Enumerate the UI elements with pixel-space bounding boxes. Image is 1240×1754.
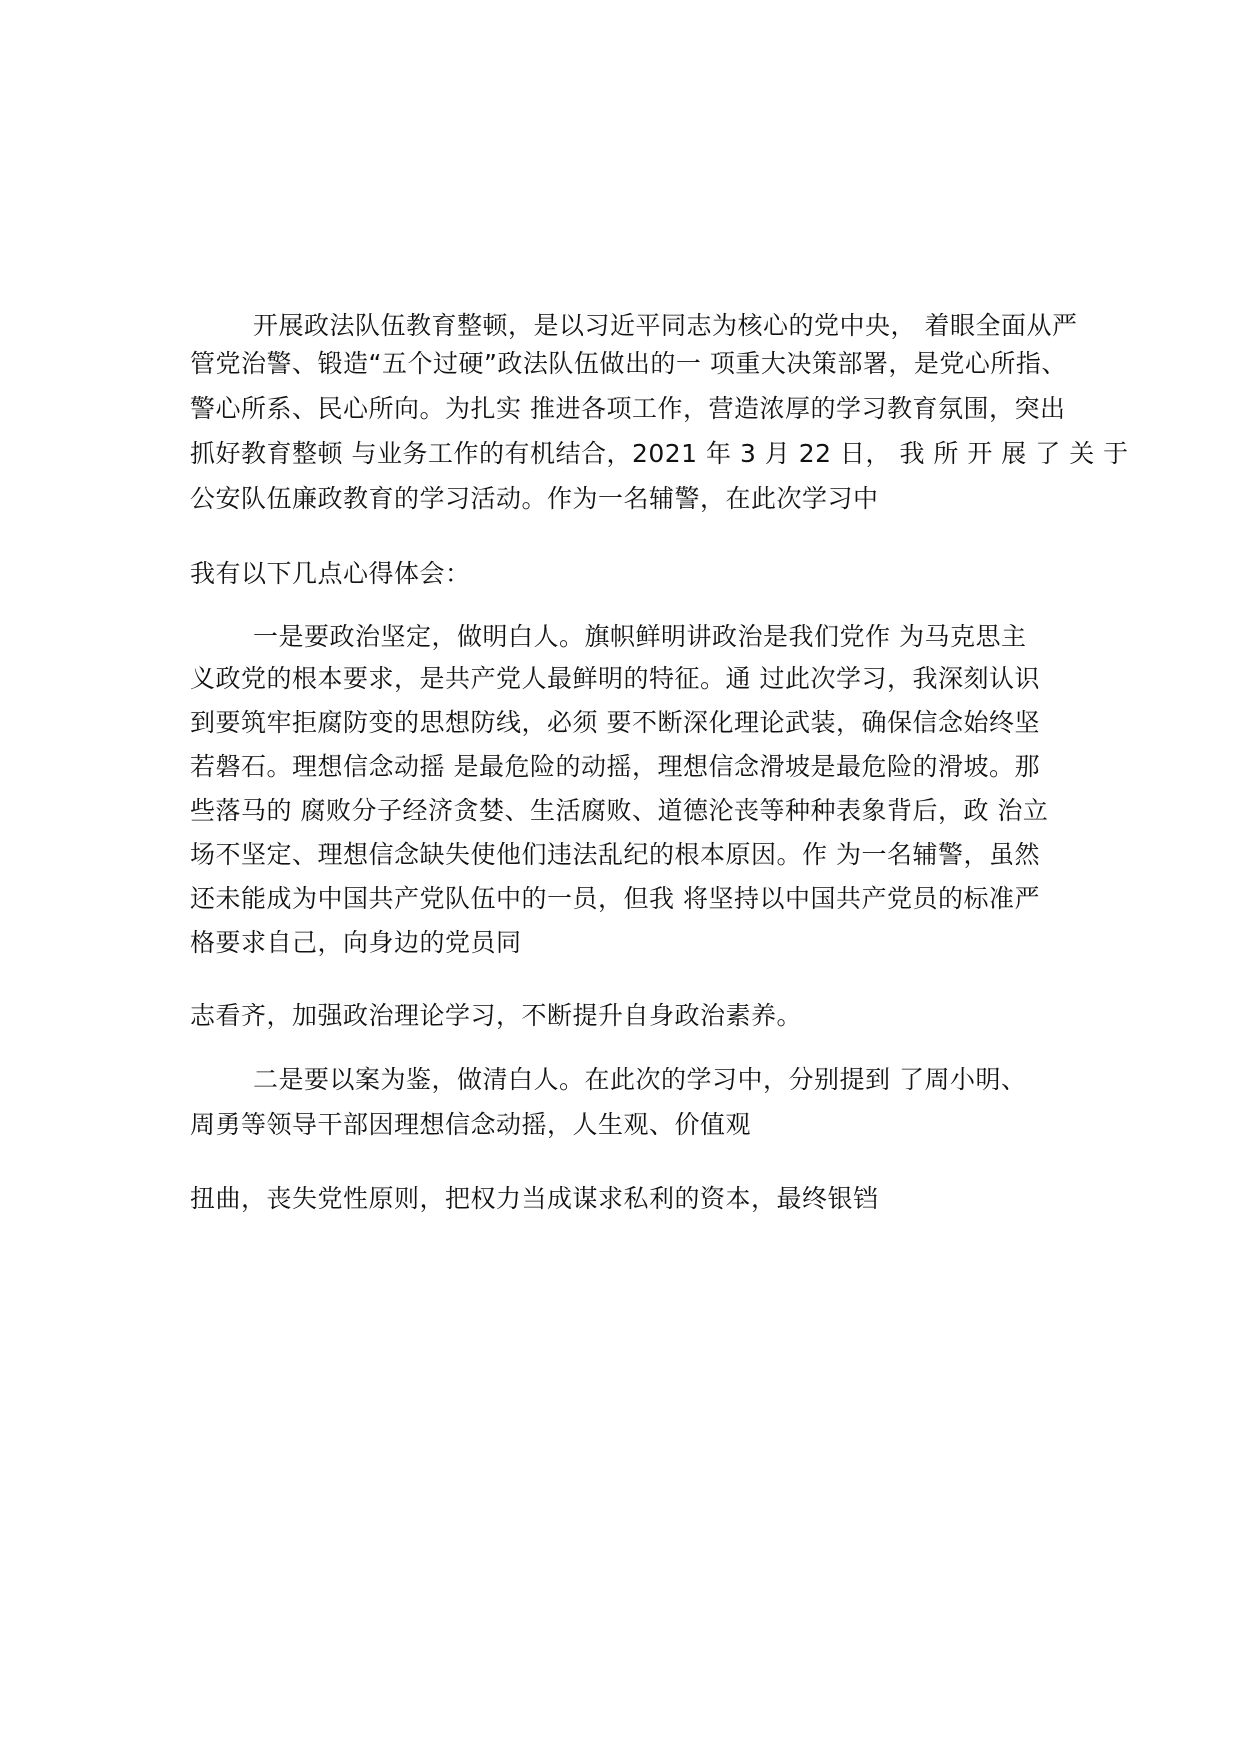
paragraph-3-line-3: 到要筑牢拒腐防变的思想防线，必须 要不断深化理论武装，确保信念始终坚 (190, 708, 1040, 737)
paragraph-6-line-1: 扭曲，丧失党性原则，把权力当成谋求私利的资本，最终银铛 (190, 1184, 879, 1213)
paragraph-3-line-1: 一是要政治坚定，做明白人。旗帜鲜明讲政治是我们党作 为马克思主 (253, 622, 1027, 651)
paragraph-3-line-4: 若磐石。理想信念动摇 是最危险的动摇，理想信念滑坡是最危险的滑坡。那 (190, 752, 1040, 781)
paragraph-2-line-1: 我有以下几点心得体会： (190, 559, 471, 588)
paragraph-3-line-5: 些落马的 腐败分子经济贪婪、生活腐败、道德沦丧等种种表象背后，政 治立 (190, 796, 1049, 825)
paragraph-1-line-5: 公安队伍廉政教育的学习活动。作为一名辅警，在此次学习中 (190, 484, 879, 513)
paragraph-1-line-2: 管党治警、锻造“五个过硬”政法队伍做出的一 项重大决策部署，是党心所指、 (190, 349, 1067, 378)
paragraph-3-line-6: 场不坚定、理想信念缺失使他们违法乱纪的根本原因。作 为一名辅警，虽然 (190, 840, 1040, 869)
paragraph-1-line-1: 开展政法队伍教育整顿，是以习近平同志为核心的党中央， 着眼全面从严 (253, 311, 1078, 340)
paragraph-1-line-4: 抓好教育整顿 与业务工作的有机结合，2021 年 3 月 22 日， 我 所 开 展 了 关 于 (190, 439, 1129, 468)
paragraph-4-line-1: 志看齐，加强政治理论学习，不断提升自身政治素养。 (190, 1001, 803, 1030)
paragraph-3-line-8: 格要求自己，向身边的党员同 (190, 928, 522, 957)
paragraph-3-line-7: 还未能成为中国共产党队伍中的一员，但我 将坚持以中国共产党员的标准严 (190, 884, 1040, 913)
paragraph-5-line-1: 二是要以案为鉴，做清白人。在此次的学习中，分别提到 了周小明、 (253, 1065, 1027, 1094)
paragraph-5-line-2: 周勇等领导干部因理想信念动摇，人生观、价值观 (190, 1110, 752, 1139)
paragraph-1-line-3: 警心所系、民心所向。为扎实 推进各项工作，营造浓厚的学习教育氛围，突出 (190, 394, 1066, 423)
paragraph-3-line-2: 义政党的根本要求，是共产党人最鲜明的特征。通 过此次学习，我深刻认识 (190, 664, 1040, 693)
